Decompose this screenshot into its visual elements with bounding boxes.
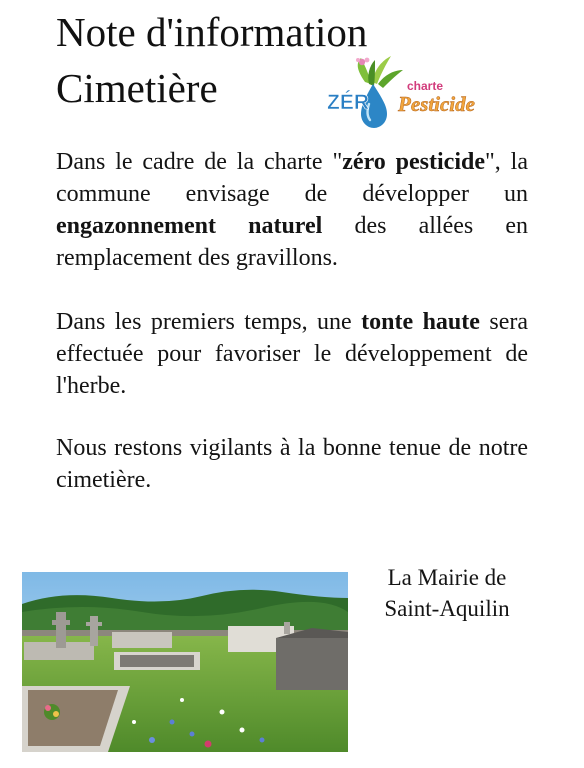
logo-charte-text: charte bbox=[407, 79, 444, 93]
page-title bbox=[56, 4, 367, 116]
p1-bold-zero-pesticide: zéro pesticide bbox=[342, 149, 485, 175]
logo-zero-text: ZÉR bbox=[327, 91, 369, 114]
p1-text-2: ", la commune envisage de développer un bbox=[56, 149, 528, 207]
p2-text-2: sera effectuée pour favoriser le développement de l'herbe. bbox=[56, 309, 529, 399]
title-line-1: Note d'information bbox=[56, 9, 368, 55]
title-line-2: Cimetière bbox=[56, 65, 218, 111]
logo-pesticide-text: Pesticide bbox=[398, 92, 475, 116]
p1-text-1: Dans le cadre de la charte " bbox=[56, 149, 343, 175]
p2-text-1: Dans les premiers temps, une bbox=[56, 309, 362, 335]
p3-text-1: Nous restons vigilants à la bonne tenue de notre cimetière. bbox=[56, 435, 528, 493]
p1-bold-engazonnement: engazonnement naturel bbox=[56, 213, 323, 239]
signature-line-1: La Mairie de bbox=[387, 565, 507, 590]
p1-text-3: des allées en remplacement des gravillons. bbox=[56, 213, 528, 271]
paragraph-2 bbox=[56, 306, 528, 402]
paragraph-1 bbox=[56, 146, 528, 274]
cemetery-photo bbox=[22, 572, 348, 752]
paragraph-3 bbox=[56, 432, 528, 496]
signature bbox=[352, 562, 542, 624]
zero-pesticide-logo bbox=[325, 54, 520, 134]
signature-line-2: Saint-Aquilin bbox=[384, 596, 510, 621]
p2-bold-tonte-haute: tonte haute bbox=[361, 309, 480, 335]
